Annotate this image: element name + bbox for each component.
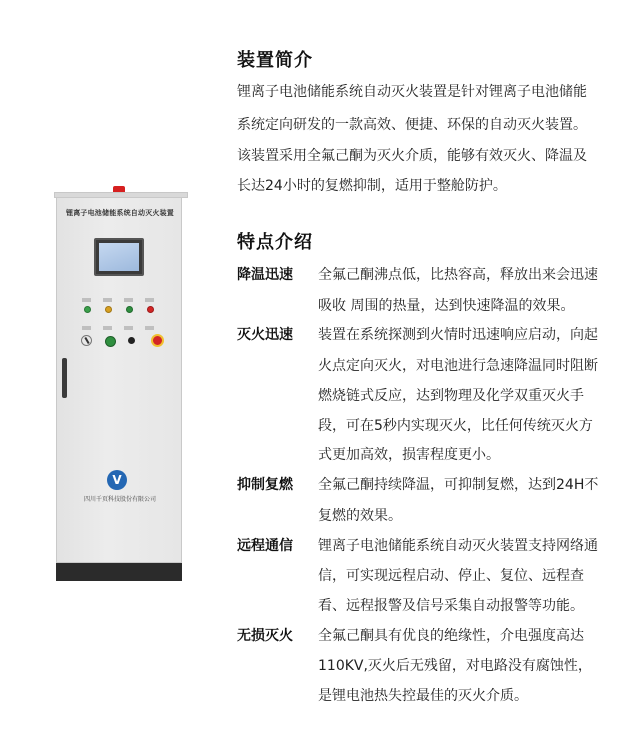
feature-title: 无损灭火 <box>237 628 293 644</box>
cabinet-title: 锂离子电池储能系统自动灭火装置 <box>66 209 174 217</box>
feature-title: 灭火迅速 <box>237 327 293 343</box>
indicator-lamps <box>84 306 154 313</box>
feature-text: 燃烧链式反应，达到物理及化学双重灭火手 <box>318 388 584 404</box>
reset-button <box>128 337 135 344</box>
intro-line: 锂离子电池储能系统自动灭火装置是针对锂离子电池储能 <box>237 84 587 100</box>
start-button <box>105 336 116 347</box>
feature-text: 110KV,灭火后无残留，对电路没有腐蚀性， <box>318 658 592 674</box>
feature-text: 火点定向灭火，对电池进行急速降温同时阻断 <box>318 358 598 374</box>
feature-text: 装置在系统探测到火情时迅速响应启动，向起 <box>318 327 598 343</box>
company-name: 四川千页科技股份有限公司 <box>83 496 156 503</box>
cabinet-body <box>56 197 182 563</box>
lamp-labels <box>82 298 154 302</box>
indicator-lamp <box>147 306 154 313</box>
feature-text: 段，可在5秒内实现灭火，比任何传统灭火方 <box>318 418 593 434</box>
feature-text: 看、远程报警及信号采集自动报警等功能。 <box>318 598 584 614</box>
feature-text: 全氟己酮具有优良的绝缘性，介电强度高达 <box>318 628 584 644</box>
cabinet-plinth <box>56 563 182 581</box>
indicator-lamp <box>126 306 133 313</box>
indicator-lamp <box>84 306 91 313</box>
touch-screen <box>94 238 144 276</box>
button-labels <box>82 326 154 330</box>
intro-heading: 装置简介 <box>237 50 313 71</box>
feature-text: 全氟己酮沸点低，比热容高，释放出来会迅速 <box>318 267 598 283</box>
feature-text: 是锂电池热失控最佳的灭火介质。 <box>318 688 528 704</box>
door-handle <box>62 358 67 398</box>
feature-title: 抑制复燃 <box>237 477 293 493</box>
feature-text: 吸收 周围的热量，达到快速降温的效果。 <box>318 298 575 314</box>
indicator-lamp <box>105 306 112 313</box>
features-heading: 特点介绍 <box>237 232 313 253</box>
intro-line: 长达24小时的复燃抑制，适用于整舱防护。 <box>237 178 507 194</box>
control-buttons <box>81 335 165 349</box>
intro-line: 系统定向研发的一款高效、便捷、环保的自动灭火装置。 <box>237 117 587 133</box>
emergency-stop-button <box>151 334 164 347</box>
selector-knob <box>81 335 92 346</box>
intro-line: 该装置采用全氟己酮为灭火介质，能够有效灭火、降温及 <box>237 148 587 164</box>
feature-text: 复燃的效果。 <box>318 508 402 524</box>
feature-text: 式更加高效，损害程度更小。 <box>318 447 500 463</box>
feature-text: 信，可实现远程启动、停止、复位、远程查 <box>318 568 584 584</box>
feature-title: 远程通信 <box>237 538 293 554</box>
feature-title: 降温迅速 <box>237 267 293 283</box>
fire-suppression-cabinet-image <box>50 186 190 581</box>
feature-text: 全氟己酮持续降温，可抑制复燃，达到24H不 <box>318 477 599 493</box>
feature-text: 锂离子电池储能系统自动灭火装置支持网络通 <box>318 538 598 554</box>
company-logo: V <box>107 470 127 490</box>
